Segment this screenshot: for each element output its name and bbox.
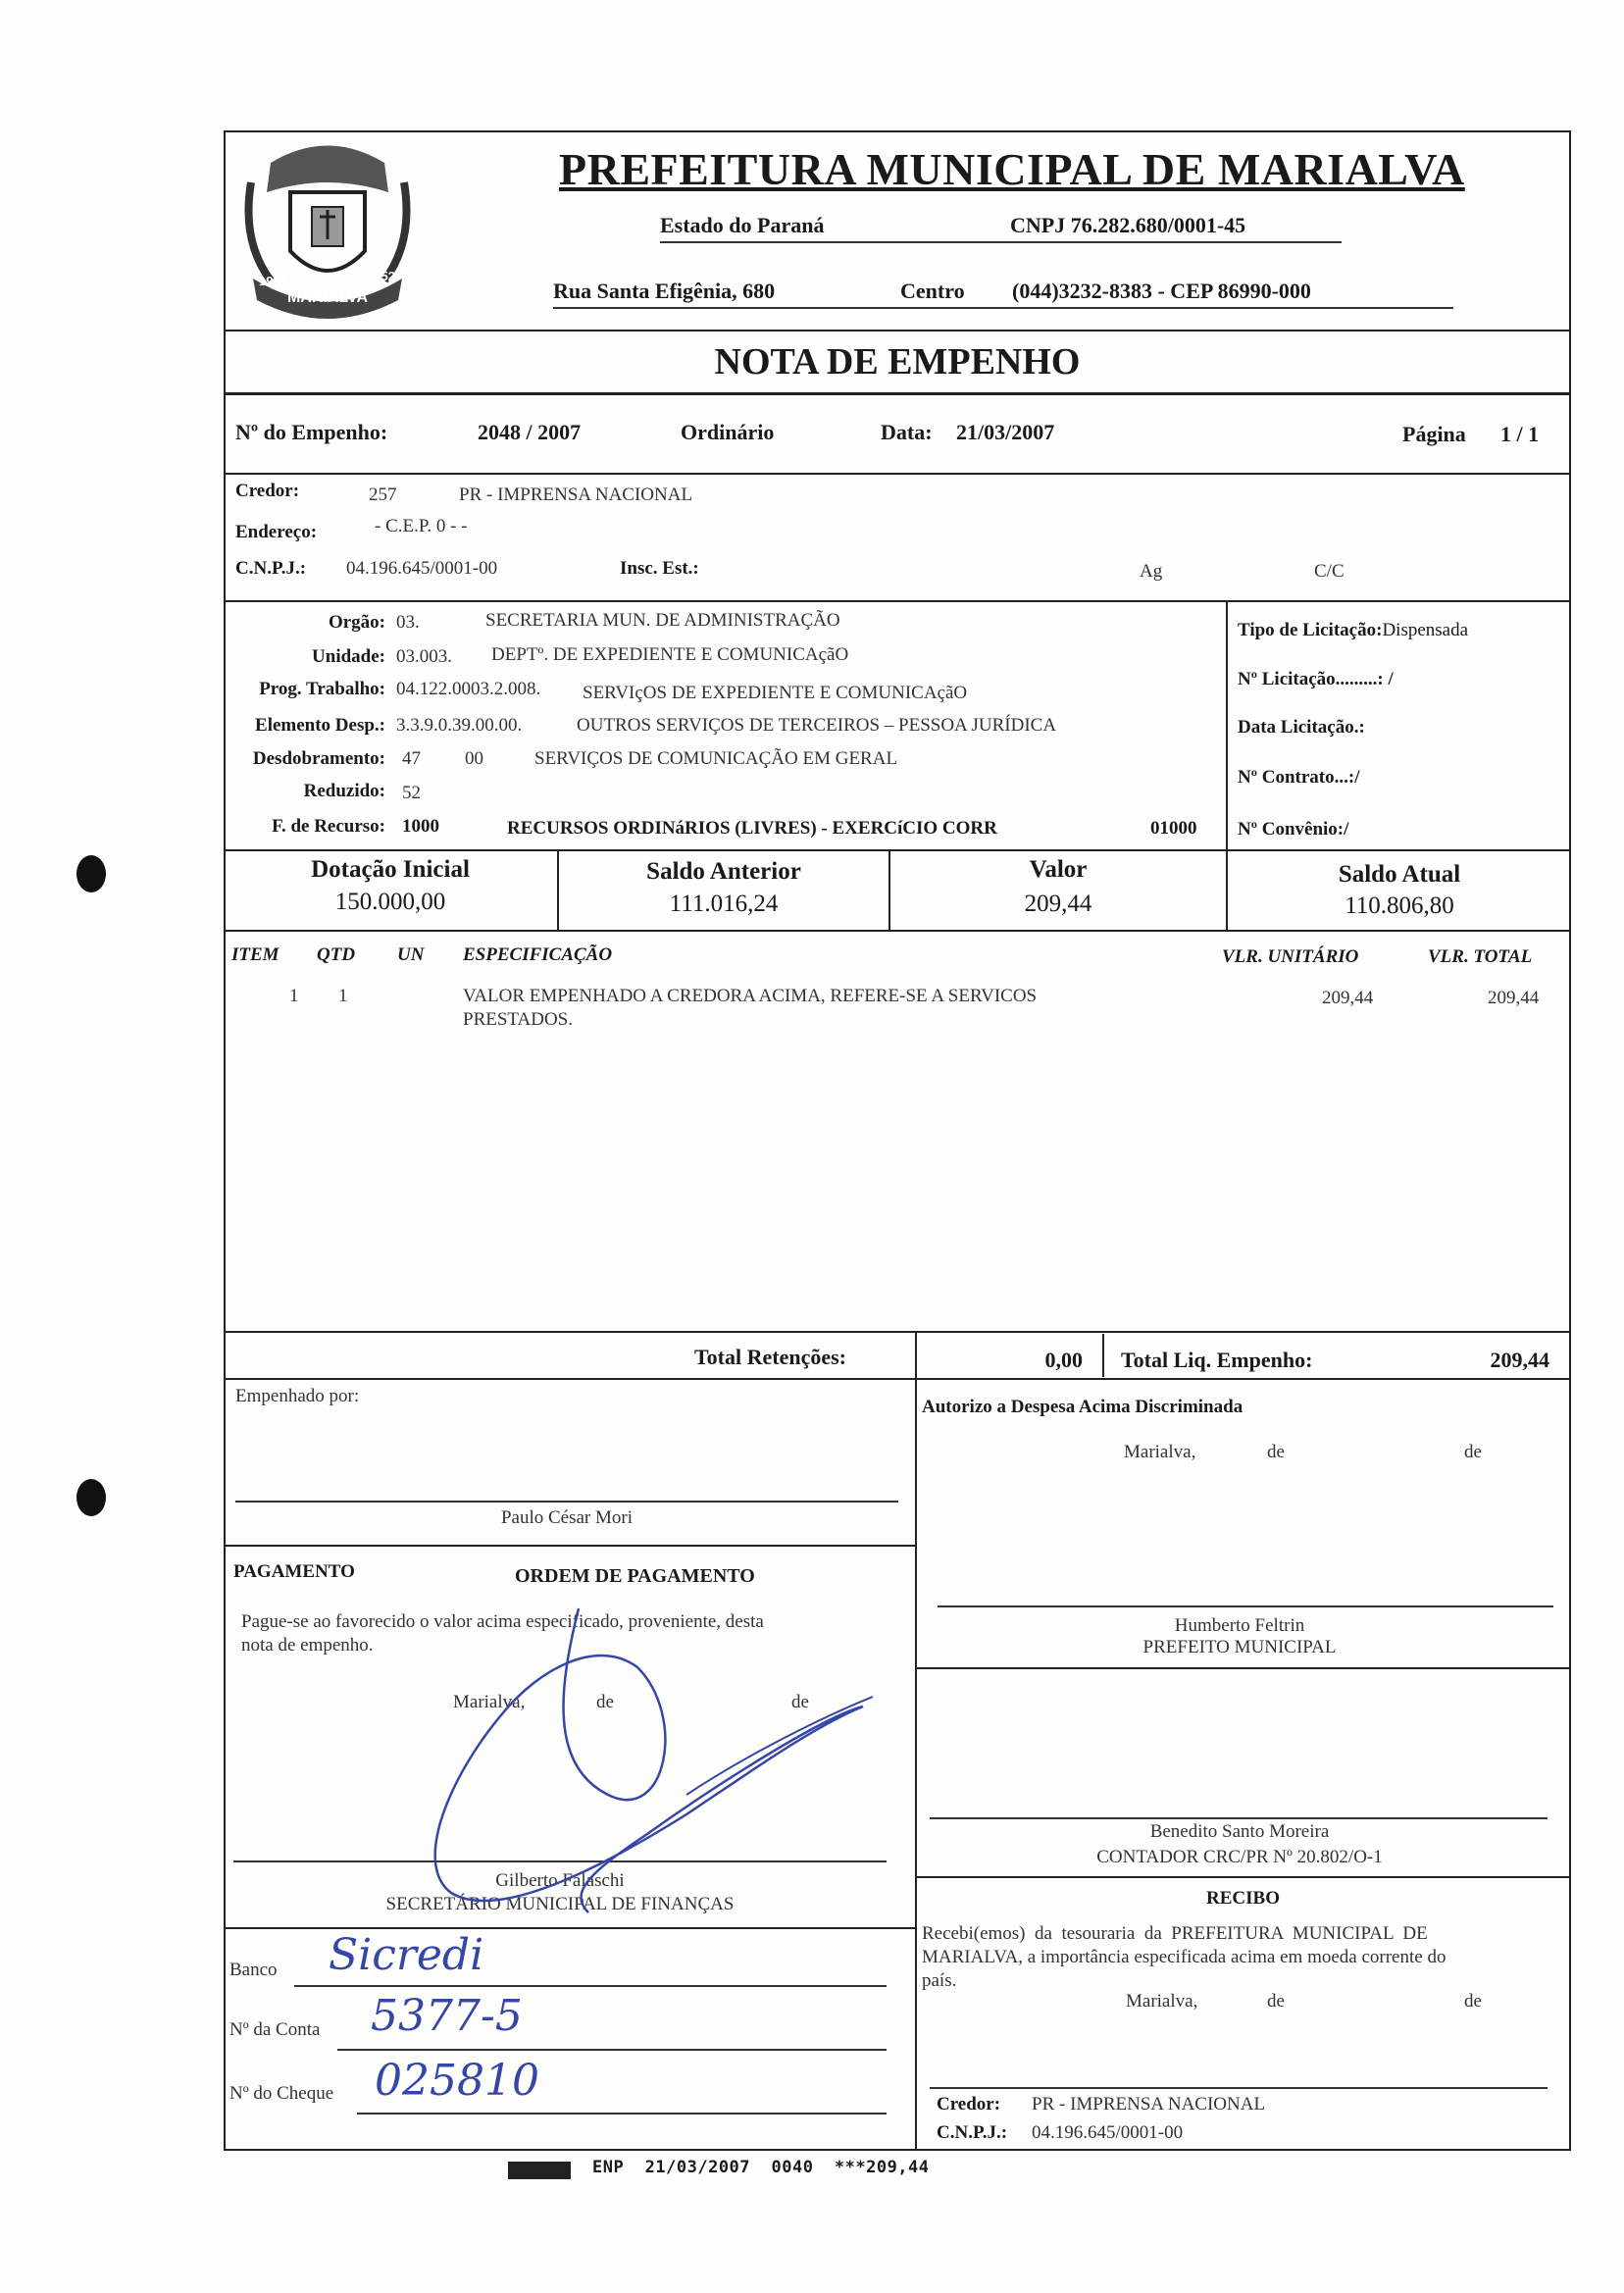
empenho-date-label: Data: bbox=[881, 420, 933, 444]
ordem-pagamento-label: ORDEM DE PAGAMENTO bbox=[515, 1565, 755, 1587]
numero-licitacao-label: Nº Licitação.........: / bbox=[1238, 669, 1394, 689]
credor-name: PR - IMPRENSA NACIONAL bbox=[459, 484, 693, 505]
divider bbox=[224, 930, 1571, 932]
prog-trabalho-code: 04.122.0003.2.008. bbox=[396, 679, 541, 699]
saldo-anterior-label: Saldo Anterior bbox=[646, 858, 801, 885]
reduzido-value: 52 bbox=[402, 783, 421, 803]
orgao-label: Orgão: bbox=[328, 612, 385, 633]
municipal-crest-logo bbox=[231, 133, 424, 322]
punch-hole bbox=[76, 1479, 106, 1516]
col-qtd: QTD bbox=[317, 944, 356, 965]
prog-trabalho-name: SERVIçOS DE EXPEDIENTE E COMUNICAçãO bbox=[583, 683, 968, 703]
divider bbox=[224, 849, 1571, 851]
saldo-atual-value: 110.806,80 bbox=[1345, 892, 1454, 919]
cheque-label: Nº do Cheque bbox=[229, 2083, 334, 2104]
machine-stamp-mark bbox=[508, 2162, 571, 2179]
street-address: Rua Santa Efigênia, 680 bbox=[553, 279, 776, 303]
recibo-credor: PR - IMPRENSA NACIONAL bbox=[1032, 2094, 1266, 2115]
desdobramento-code: 47 bbox=[402, 748, 421, 769]
punch-hole bbox=[76, 855, 106, 892]
divider bbox=[224, 1378, 1571, 1380]
conta-label: Nº da Conta bbox=[229, 2019, 321, 2040]
machine-stamp: ENP 21/03/2007 0040 ***209,44 bbox=[592, 2158, 930, 2177]
credor-address: - C.E.P. 0 - - bbox=[375, 516, 468, 536]
dotacao-label: Dotação Inicial bbox=[311, 856, 470, 883]
contrato-label: Nº Contrato...:/ bbox=[1238, 767, 1360, 788]
pagamento-de2: de bbox=[791, 1692, 809, 1712]
credor-code: 257 bbox=[369, 484, 397, 505]
logo-year-right: 1952 bbox=[367, 269, 395, 283]
autorizo-de2: de bbox=[1464, 1442, 1482, 1462]
item-spec-line1: VALOR EMPENHADO A CREDORA ACIMA, REFERE-SE A SERVICOS bbox=[463, 986, 1038, 1006]
signature-line bbox=[938, 1605, 1553, 1607]
item-spec-line2: PRESTADOS. bbox=[463, 1009, 573, 1030]
tipo-licitacao-value: Dispensada bbox=[1382, 620, 1469, 640]
cheque-handwritten: 025810 bbox=[375, 2056, 539, 2106]
autorizo-label: Autorizo a Despesa Acima Discriminada bbox=[922, 1397, 1243, 1417]
col-un: UN bbox=[397, 944, 425, 965]
valor-label: Valor bbox=[1029, 856, 1088, 883]
col-total-value: VLR. TOTAL bbox=[1428, 946, 1533, 967]
data-licitacao-label: Data Licitação.: bbox=[1238, 717, 1365, 738]
document-title: NOTA DE EMPENHO bbox=[714, 341, 1081, 382]
page-label: Página bbox=[1402, 422, 1466, 446]
divider bbox=[224, 1927, 915, 1929]
divider bbox=[224, 392, 1571, 395]
logo-banner-text: MARIALVA bbox=[286, 289, 369, 306]
item-number: 1 bbox=[289, 986, 299, 1006]
credor-cnpj: 04.196.645/0001-00 bbox=[346, 558, 498, 579]
banco-handwritten: Sicredi bbox=[329, 1930, 484, 1980]
saldo-anterior-value: 111.016,24 bbox=[669, 891, 779, 917]
recibo-text-line2: MARIALVA, a importância especificada acima em moeda corrente do bbox=[922, 1947, 1446, 1967]
signature-line bbox=[930, 2087, 1548, 2089]
valor-value: 209,44 bbox=[1024, 891, 1092, 917]
autorizo-de1: de bbox=[1267, 1442, 1285, 1462]
address-underline bbox=[553, 307, 1453, 309]
total-retencoes-label: Total Retenções: bbox=[694, 1345, 846, 1369]
municipality-title: PREFEITURA MUNICIPAL DE MARIALVA bbox=[559, 144, 1465, 194]
prefeito-name: Humberto Feltrin bbox=[1174, 1615, 1305, 1636]
item-qtd: 1 bbox=[338, 986, 348, 1006]
conta-line bbox=[337, 2049, 887, 2051]
contador-name: Benedito Santo Moreira bbox=[1149, 1821, 1330, 1842]
account-label: C/C bbox=[1314, 561, 1345, 582]
divider-vertical bbox=[1226, 600, 1228, 851]
fonte-recurso-code: 1000 bbox=[402, 816, 439, 837]
signature-line bbox=[235, 1501, 898, 1503]
dotacao-value: 150.000,00 bbox=[334, 889, 446, 915]
total-liquido-label: Total Liq. Empenho: bbox=[1121, 1348, 1313, 1372]
elemento-code: 3.3.9.0.39.00.00. bbox=[396, 715, 523, 736]
state-underline bbox=[660, 241, 1342, 243]
banco-line bbox=[294, 1985, 887, 1987]
desdobramento-name: SERVIÇOS DE COMUNICAÇÃO EM GERAL bbox=[534, 748, 898, 769]
signature-line bbox=[930, 1817, 1548, 1819]
insc-est-label: Insc. Est.: bbox=[620, 558, 699, 579]
pagamento-city: Marialva, bbox=[453, 1692, 526, 1712]
prefeito-role: PREFEITO MUNICIPAL bbox=[1142, 1637, 1337, 1657]
fonte-recurso-code2: 01000 bbox=[1150, 818, 1197, 839]
divider bbox=[224, 330, 1571, 331]
page-number: 1 / 1 bbox=[1500, 422, 1540, 446]
tipo-licitacao-label bbox=[1238, 620, 1468, 641]
contador-role: CONTADOR CRC/PR Nº 20.802/O-1 bbox=[1096, 1847, 1383, 1867]
empenho-number: 2048 / 2007 bbox=[478, 420, 582, 444]
recibo-de1: de bbox=[1267, 1991, 1285, 2012]
tipo-licitacao-caption: Tipo de Licitação: bbox=[1238, 620, 1383, 640]
fonte-recurso-label: F. de Recurso: bbox=[272, 816, 385, 837]
credor-label: Credor: bbox=[235, 481, 300, 501]
recibo-credor-label: Credor: bbox=[937, 2094, 1001, 2115]
secretario-name: Gilberto Falaschi bbox=[495, 1870, 625, 1891]
total-retencoes-value: 0,00 bbox=[1044, 1348, 1083, 1372]
unidade-name: DEPTº. DE EXPEDIENTE E COMUNICAçãO bbox=[491, 644, 849, 665]
divider-vertical bbox=[915, 1378, 917, 2151]
col-item: ITEM bbox=[231, 944, 279, 965]
reduzido-label: Reduzido: bbox=[303, 781, 385, 801]
empenho-type: Ordinário bbox=[681, 420, 775, 444]
item-unit-value: 209,44 bbox=[1322, 988, 1374, 1008]
empenho-date: 21/03/2007 bbox=[956, 420, 1055, 444]
handwritten-signature bbox=[392, 1599, 883, 1922]
state-name: Estado do Paraná bbox=[660, 213, 825, 237]
item-total-value: 209,44 bbox=[1488, 988, 1540, 1008]
conta-handwritten: 5377-5 bbox=[371, 1991, 523, 2041]
prog-trabalho-label: Prog. Trabalho: bbox=[259, 679, 385, 699]
elemento-name: OUTROS SERVIÇOS DE TERCEIROS – PESSOA JURÍDICA bbox=[577, 715, 1057, 736]
divider bbox=[224, 1331, 1571, 1333]
desdobramento-code2: 00 bbox=[465, 748, 483, 769]
orgao-name: SECRETARIA MUN. DE ADMINISTRAÇÃO bbox=[485, 610, 840, 631]
col-spec: ESPECIFICAÇÃO bbox=[463, 944, 613, 965]
desdobramento-label: Desdobramento: bbox=[252, 748, 385, 769]
credor-cnpj-label: C.N.P.J.: bbox=[235, 558, 307, 579]
recibo-cnpj-label: C.N.P.J.: bbox=[937, 2122, 1008, 2143]
pagamento-label: PAGAMENTO bbox=[233, 1561, 355, 1582]
orgao-code: 03. bbox=[396, 612, 420, 633]
phone-cep: (044)3232-8383 - CEP 86990-000 bbox=[1012, 279, 1311, 303]
divider bbox=[915, 1667, 1571, 1669]
divider-vertical bbox=[1102, 1334, 1104, 1377]
recibo-text-line3: país. bbox=[922, 1970, 957, 1991]
recibo-de2: de bbox=[1464, 1991, 1482, 2012]
divider bbox=[915, 1876, 1571, 1878]
agency-label: Ag bbox=[1140, 561, 1163, 582]
district: Centro bbox=[900, 279, 965, 303]
recibo-city: Marialva, bbox=[1126, 1991, 1198, 2012]
empenhado-por-name: Paulo César Mori bbox=[500, 1507, 634, 1528]
logo-year-left: 1951 bbox=[259, 274, 287, 288]
recibo-cnpj: 04.196.645/0001-00 bbox=[1032, 2122, 1184, 2143]
pagamento-de1: de bbox=[596, 1692, 614, 1712]
divider bbox=[224, 1545, 915, 1547]
empenho-number-label: Nº do Empenho: bbox=[235, 420, 388, 444]
recibo-text-line1: Recebi(emos) da tesouraria da PREFEITURA MUNICIPAL DE bbox=[922, 1923, 1428, 1944]
address-label: Endereço: bbox=[235, 522, 318, 542]
secretario-role: SECRETÁRIO MUNICIPAL DE FINANÇAS bbox=[385, 1894, 735, 1914]
municipality-cnpj: CNPJ 76.282.680/0001-45 bbox=[1010, 213, 1246, 237]
fonte-recurso-name: RECURSOS ORDINáRIOS (LIVRES) - EXERCíCIO CORR bbox=[507, 818, 997, 839]
col-unit-value: VLR. UNITÁRIO bbox=[1222, 946, 1359, 967]
convenio-label: Nº Convênio:/ bbox=[1238, 819, 1349, 840]
unidade-label: Unidade: bbox=[312, 646, 385, 667]
total-liquido-value: 209,44 bbox=[1490, 1348, 1549, 1372]
elemento-label: Elemento Desp.: bbox=[255, 715, 385, 736]
divider bbox=[224, 473, 1571, 475]
pagamento-text-line1: Pague-se ao favorecido o valor acima especificado, proveniente, desta bbox=[241, 1611, 764, 1632]
unidade-code: 03.003. bbox=[396, 646, 452, 667]
banco-label: Banco bbox=[229, 1960, 278, 1980]
pagamento-text-line2: nota de empenho. bbox=[241, 1635, 374, 1656]
autorizo-city: Marialva, bbox=[1124, 1442, 1196, 1462]
divider-vertical bbox=[915, 1331, 917, 1380]
recibo-label: RECIBO bbox=[1206, 1888, 1280, 1909]
cheque-line bbox=[357, 2113, 887, 2115]
saldo-atual-label: Saldo Atual bbox=[1338, 861, 1461, 888]
divider bbox=[224, 600, 1571, 602]
empenhado-por-label: Empenhado por: bbox=[235, 1386, 360, 1406]
